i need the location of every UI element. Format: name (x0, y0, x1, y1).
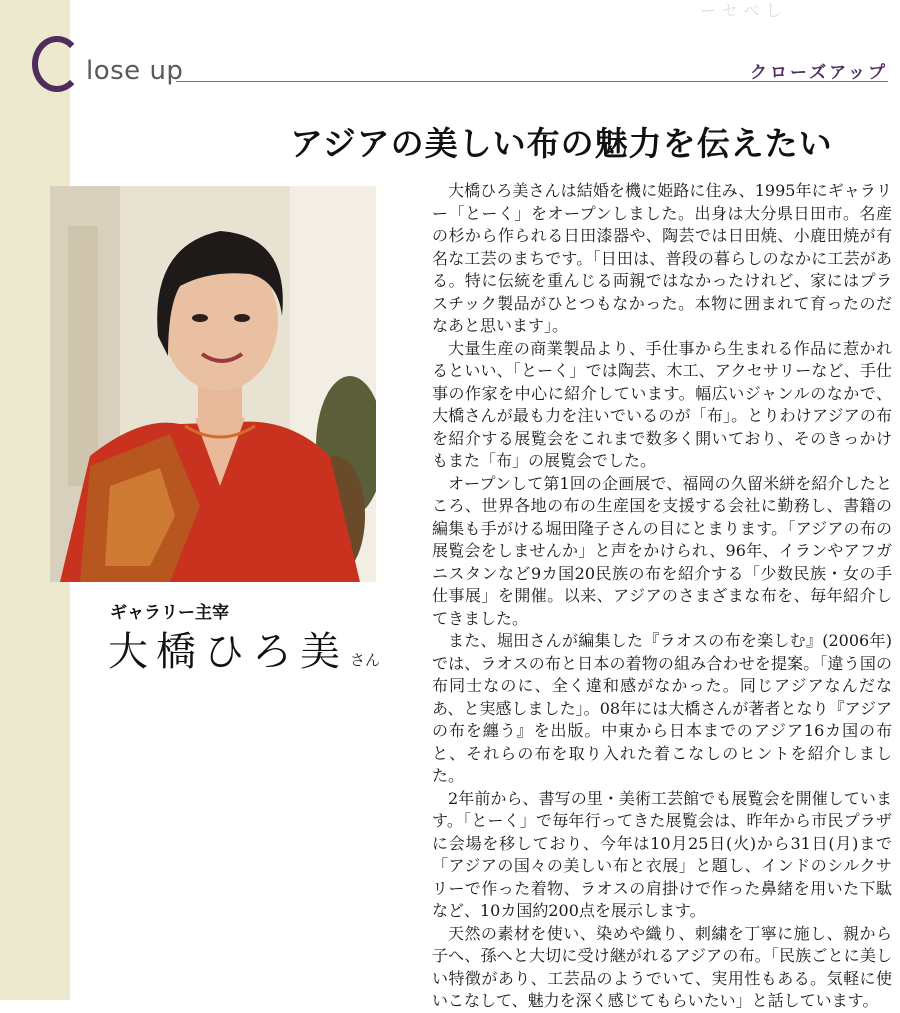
article-paragraph: オープンして第1回の企画展で、福岡の久留米絣を紹介したところ、世界各地の布の生産国を支援する会社に勤務し、書籍の編集も手がける堀田隆子さんの目にとまります。「アジアの布の展覧会をしませんか」と声をかけられ、96年、イランやアフガニスタンなど9カ国20民族の布を紹介する「少数民族・女の手仕事展」を開催。以来、アジアのさまざまな布を、毎年紹介してきました。 (432, 473, 892, 628)
section-label (86, 56, 183, 86)
article-paragraph: 大量生産の商業製品より、手仕事から生まれる作品に惹かれるといい、「とーく」では陶芸、木工、アクセサリーなど、手仕事の作家を中心に紹介しています。幅広いジャンルのなかで、大橋さんが最も力を注いでいるのが「布」。とりわけアジアの布を紹介する展覧会をこれまで数多く開いており、そのきっかけもまた「布」の展覧会でした。 (432, 338, 892, 470)
profile-honorific: さん (350, 651, 381, 669)
profile-name: 大橋ひろ美 (108, 629, 348, 675)
section-kicker: クローズアップ (750, 63, 888, 83)
article-body (432, 180, 892, 1013)
article-headline: アジアの美しい布の魅力を伝えたい (290, 124, 833, 163)
profile-name-line (108, 620, 380, 677)
article-paragraph: 2年前から、書写の里・美術工芸館でも展覧会を開催しています。「とーく」で毎年行ってきた展覧会は、昨年から市民プラザに会場を移しており、今年は10月25日(火)から31日(月)まで「アジアの国々の美しい布と衣展」と題し、インドのシルクサリーで作った着物、ラオスの肩掛けで作った鼻緒を用いた下駄など、10カ国約200点を展示します。 (432, 788, 892, 920)
article-paragraph: 天然の素材を使い、染めや織り、刺繍を丁寧に施し、親から子へ、孫へと大切に受け継がれるアジアの布。「民族ごとに美しい特徴があり、工芸品のようでいて、実用性もある。気軽に使いこなして、魅力を深く感じてもらいたい」と話しています。 (432, 923, 892, 1010)
profile-role: ギャラリー主宰 (110, 603, 229, 623)
portrait-photo (50, 186, 376, 582)
article-paragraph: また、堀田さんが編集した『ラオスの布を楽しむ』(2006年)では、ラオスの布と日本の着物の組み合わせを提案。「違う国の布同士なのに、全く違和感がなかった。同じアジアなんだなあ、と実感しました」。08年には大橋さんが著者となり『アジアの布を纏う』を出版。中東から日本までのアジア16カ国の布と、それらの布を取り入れた着こなしのヒントを紹介しました。 (432, 631, 892, 785)
section-label-rest: lose up (86, 56, 184, 86)
portrait-illustration (50, 186, 376, 582)
article-paragraph: 大橋ひろ美さんは結婚を機に姫路に住み、1995年にギャラリー「とーく」をオープンしました。出身は大分県日田市。名産の杉から作られる日田漆器や、陶芸では日田焼、小鹿田焼が有名な工芸のまちです。「日田は、普段の暮らしのなかに工芸がある。特に伝統を重んじる両親ではなかったけれど、家にはプラスチック製品がひとつもなかった。本物に囲まれて育ったのだなあと思います」。 (432, 181, 892, 335)
section-logo-ring (32, 36, 82, 92)
top-ghost-text: ーセベし (700, 1, 788, 20)
